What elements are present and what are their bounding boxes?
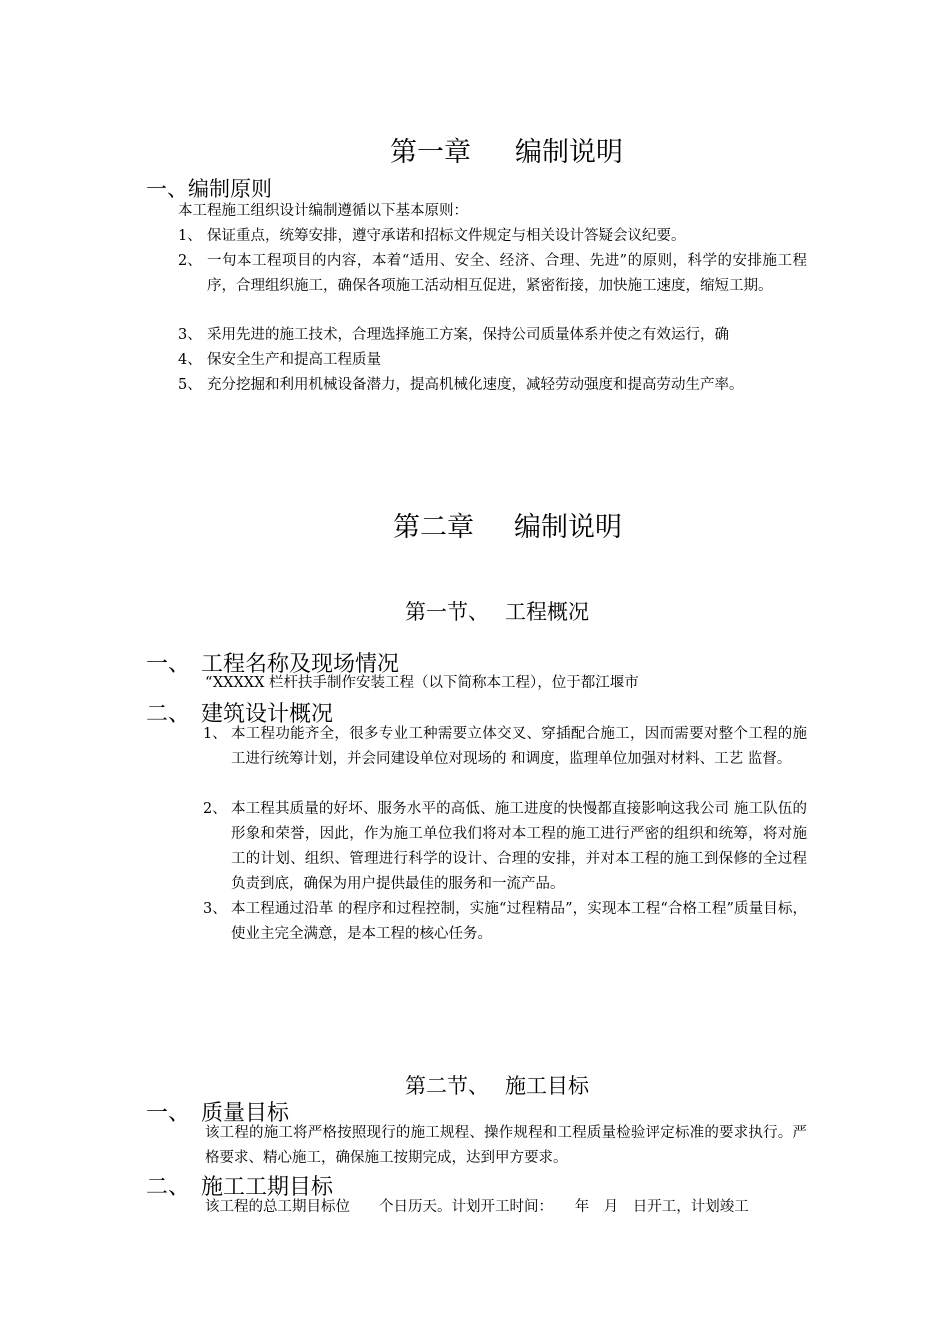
list-item-text: 本工程功能齐全，很多专业工种需要立体交叉、穿插配合施工，因而需要对整个工程的施工进行统筹计划，并会同建设单位对现场的 和调度，监理单位加强对材料、工艺 监督。 [231, 726, 807, 767]
list-item-text: 本工程其质量的好坏、服务水平的高低、施工进度的快慢都直接影响这我公司 施工队伍的形象和荣誉，因此，作为施工单位我们将对本工程的施工进行严密的组织和统筹，将对施工的计划、组织、管理进行科学的设计、合理的安排，并对本工程的施工到保修的全过程负责到底，确保为用户提供最佳的服务和一流产品。 [231, 801, 807, 892]
heading-schedule-goal-num: 二、 [146, 1175, 191, 1200]
section2-title-text: 施工目标 [505, 1074, 589, 1098]
chapter2-title-number: 第二章 [393, 512, 474, 543]
chapter2-title-text: 编制说明 [514, 512, 622, 543]
section2-title [405, 1070, 589, 1100]
list-item-number: 1、 [178, 228, 202, 244]
quality-goal-body: 该工程的施工将严格按照现行的施工规程、操作规程和工程质量检验评定标准的要求执行。严格要求、精心施工，确保施工按期完成，达到甲方要求。 [205, 1125, 807, 1166]
chapter2-title [393, 505, 622, 544]
list-item-number: 2、 [178, 253, 202, 269]
section1-title [405, 596, 589, 626]
list-item-number: 2、 [203, 801, 227, 817]
list-item-text: 一句本工程项目的内容，本着“适用、安全、经济、合理、先进”的原则，科学的安排施工程序，合理组织施工，确保各项施工活动相互促进，紧密衔接，加快施工速度，缩短工期。 [207, 253, 807, 294]
chapter1-title [390, 130, 623, 169]
list-item-text: 采用先进的施工技术，合理选择施工方案，保持公司质量体系并使之有效运行，确 [207, 327, 729, 343]
schedule-goal-body: 该工程的总工期目标位 个日历天。计划开工时间： 年 月 日开工，计划竣工 [205, 1199, 749, 1215]
list-item-text: 保安全生产和提高工程质量 [207, 352, 381, 368]
heading-quality-goal-num: 一、 [146, 1101, 191, 1126]
heading-design-overview-num: 二、 [146, 702, 191, 727]
chapter1-title-number: 第一章 [390, 137, 471, 168]
list-item-number: 1、 [203, 726, 227, 742]
list-item-text: 保证重点，统筹安排，遵守承诺和招标文件规定与相关设计答疑会议纪要。 [207, 228, 686, 244]
list-item-number: 4、 [178, 352, 202, 368]
project-name-body: “XXXXX 栏杆扶手制作安装工程（以下简称本工程），位于都江堰市 [205, 675, 639, 691]
list-item-number: 3、 [178, 327, 202, 343]
heading-design-overview: 建筑设计概况 [201, 702, 334, 727]
list-item-number: 3、 [203, 901, 227, 917]
list-item-text: 本工程通过沿革 的程序和过程控制，实施“过程精品”，实现本工程“合格工程”质量目标，使业主完全满意，是本工程的核心任务。 [231, 901, 807, 942]
chapter1-intro: 本工程施工组织设计编制遵循以下基本原则： [178, 203, 468, 219]
heading-project-name: 工程名称及现场情况 [201, 652, 400, 677]
chapter1-title-text: 编制说明 [515, 137, 623, 168]
section2-title-number: 第二节、 [405, 1074, 489, 1098]
list-item-number: 5、 [178, 377, 202, 393]
heading-quality-goal: 质量目标 [201, 1101, 290, 1126]
heading-schedule-goal: 施工工期目标 [201, 1175, 334, 1200]
list-item-text: 充分挖掘和利用机械设备潜力，提高机械化速度，减轻劳动强度和提高劳动生产率。 [207, 377, 744, 393]
chapter1-section-heading: 一、编制原则 [146, 177, 272, 201]
section1-title-number: 第一节、 [405, 600, 489, 624]
heading-project-name-num: 一、 [146, 652, 191, 677]
section1-title-text: 工程概况 [505, 600, 589, 624]
